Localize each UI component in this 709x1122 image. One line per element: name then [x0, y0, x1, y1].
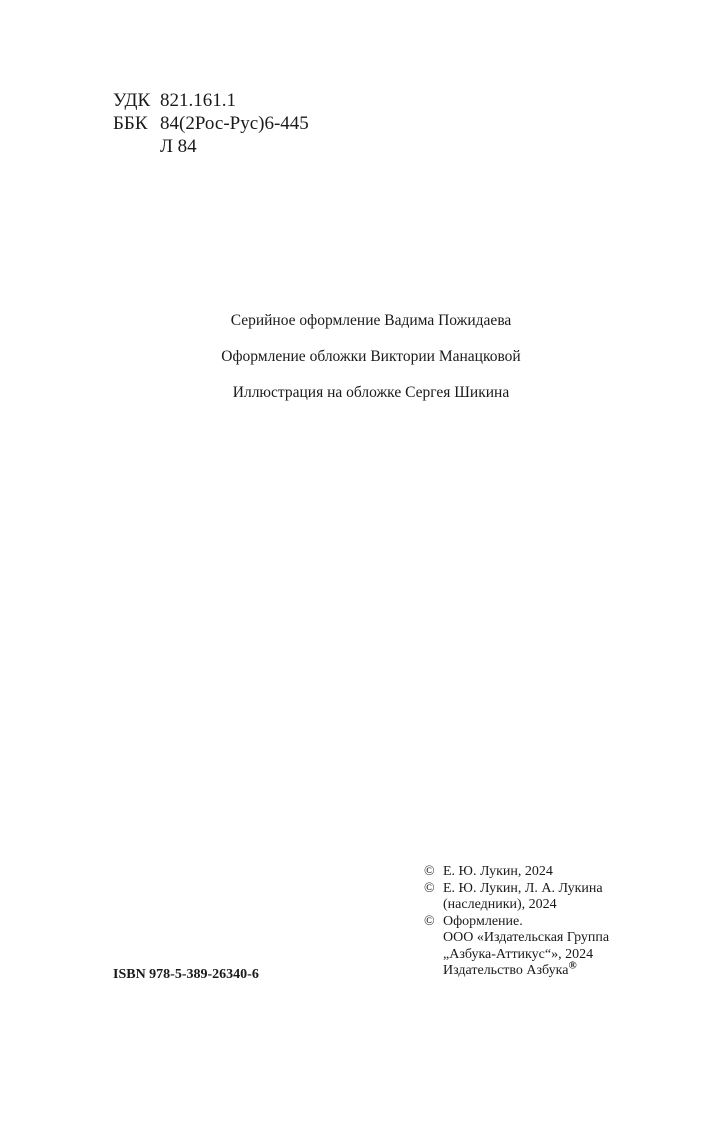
- udk-value: 821.161.1: [160, 90, 236, 111]
- copyright-icon: ©: [424, 913, 435, 929]
- copyright-entry: [424, 914, 694, 980]
- udk-label: УДК: [113, 90, 151, 111]
- series-design-credit: Серийное оформление Вадима Пожидаева: [230, 312, 512, 329]
- registered-trademark-icon: ®: [568, 959, 577, 972]
- copyright-line: Оформление.: [443, 913, 523, 929]
- publisher-name: Издательство Азбука: [443, 963, 569, 978]
- udk-row: [113, 89, 309, 112]
- author-sign-value: Л 84: [160, 136, 197, 157]
- copyright-line: „Азбука-Аттикус“», 2024: [443, 946, 594, 962]
- bbk-row: [113, 112, 309, 135]
- publisher-line: [443, 959, 694, 980]
- copyright-line: ООО «Издательская Группа: [443, 930, 610, 945]
- copyright-line: Е. Ю. Лукин, 2024: [443, 864, 553, 879]
- copyright-icon: ©: [424, 864, 435, 879]
- cover-design-credit: Оформление обложки Виктории Манацковой: [221, 348, 521, 365]
- copyright-line: Е. Ю. Лукин, Л. А. Лукина: [443, 880, 603, 896]
- bbk-label: ББК: [113, 113, 148, 134]
- copyright-icon: ©: [424, 880, 435, 896]
- cover-illustration-credit: Иллюстрация на обложке Сергея Шикина: [232, 384, 510, 401]
- author-sign-row: [113, 135, 309, 158]
- copyright-block: [424, 864, 694, 980]
- bbk-value: 84(2Рос-Рус)6-445: [160, 113, 309, 134]
- copyright-line: (наследники), 2024: [443, 897, 557, 912]
- copyright-entry: [424, 864, 694, 881]
- author-sign-label: [113, 135, 160, 158]
- copyright-entry: [424, 881, 694, 914]
- isbn: ISBN 978-5-389-26340-6: [113, 967, 259, 982]
- classification-block: [113, 89, 309, 158]
- design-credits: [0, 311, 709, 419]
